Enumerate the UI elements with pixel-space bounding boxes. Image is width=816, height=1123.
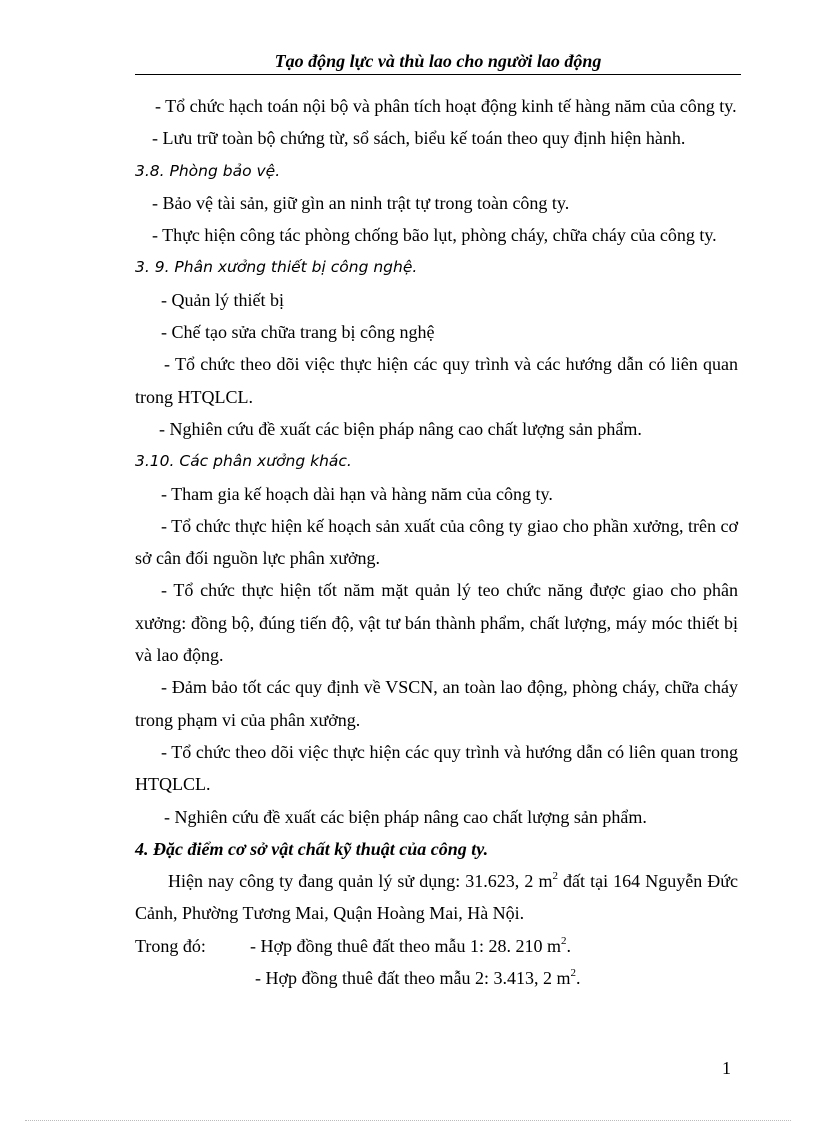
paragraph: - Quản lý thiết bị xyxy=(161,289,284,310)
lease-item-2 xyxy=(135,962,738,994)
paragraph: - Tổ chức theo dõi việc thực hiện các quy trình và các hướng dẫn có liên quan trong HTQLCL. xyxy=(135,354,738,407)
section-heading-3-10: 3.10. Các phân xưởng khác. xyxy=(135,452,352,471)
trong-do-label: Trong đó: xyxy=(135,935,206,956)
superscript: 2 xyxy=(552,870,558,883)
paragraph: - Lưu trữ toàn bộ chứng từ, sổ sách, biểu kế toán theo quy định hiện hành. xyxy=(152,128,686,149)
lease-item-2-text: - Hợp đồng thuê đất theo mẫu 2: 3.413, 2 m xyxy=(255,968,571,989)
paragraph: - Chế tạo sửa chữa trang bị công nghệ xyxy=(161,322,435,343)
superscript: 2 xyxy=(570,967,576,980)
document-body xyxy=(135,90,738,994)
lease-item-1-end: . xyxy=(566,935,571,956)
paragraph: - Tổ chức thực hiện kế hoạch sản xuất của công ty giao cho phần xưởng, trên cơ sở cân đối nguồn lực phân xưởng. xyxy=(135,515,738,569)
intro-text: Hiện nay công ty đang quản lý sử dụng: 31.623, 2 m xyxy=(168,871,553,892)
paragraph: - Tham gia kế hoạch dài hạn và hàng năm của công ty. xyxy=(161,483,553,504)
paragraph: - Thực hiện công tác phòng chống bão lụt, phòng cháy, chữa cháy của công ty. xyxy=(152,225,717,246)
lease-item-2-end: . xyxy=(575,968,581,989)
paragraph: - Đảm bảo tốt các quy định về VSCN, an toàn lao động, phòng cháy, chữa cháy trong phạm vi của phân xưởng. xyxy=(135,677,738,730)
intro-text-rest: đất tại 164 Nguyễn Đức Cảnh, Phường Tương Mai, Quận Hoàng Mai, Hà Nội. xyxy=(135,871,738,924)
page-bottom-border xyxy=(25,1120,791,1121)
superscript: 2 xyxy=(560,934,567,947)
page-header-title: Tạo động lực và thù lao cho người lao động xyxy=(274,51,602,71)
paragraph: - Tổ chức theo dõi việc thực hiện các quy trình và hướng dẫn có liên quan trong HTQLCL. xyxy=(135,741,738,795)
lease-item-1 xyxy=(250,930,571,962)
section-heading-3-8: 3.8. Phòng bảo vệ. xyxy=(135,161,281,180)
lease-item-1-text: - Hợp đồng thuê đất theo mẫu 1: 28. 210 m xyxy=(250,935,561,956)
paragraph: - Tổ chức thực hiện tốt năm mặt quản lý teo chức năng được giao cho phân xưởng: đồng bộ, đúng tiến độ, vật tư bán thành phẩm, chất lượng, máy móc thiết bị và lao động. xyxy=(135,580,738,666)
paragraph: - Nghiên cứu đề xuất các biện pháp nâng cao chất lượng sản phẩm. xyxy=(164,806,647,827)
header-divider xyxy=(135,74,741,75)
paragraph: - Nghiên cứu đề xuất các biện pháp nâng cao chất lượng sản phẩm. xyxy=(159,418,642,439)
paragraph: - Bảo vệ tài sản, giữ gìn an ninh trật tự trong toàn công ty. xyxy=(152,192,570,213)
intro-paragraph xyxy=(135,865,738,930)
section-heading-3-9: 3. 9. Phân xưởng thiết bị công nghệ. xyxy=(135,258,418,277)
trong-do-row xyxy=(135,930,738,962)
section-heading-4: 4. Đặc điểm cơ sở vật chất kỹ thuật của công ty. xyxy=(135,838,489,859)
paragraph: - Tổ chức hạch toán nội bộ và phân tích hoạt động kinh tế hàng năm của công ty. xyxy=(155,96,737,116)
page-number: 1 xyxy=(722,1058,731,1078)
